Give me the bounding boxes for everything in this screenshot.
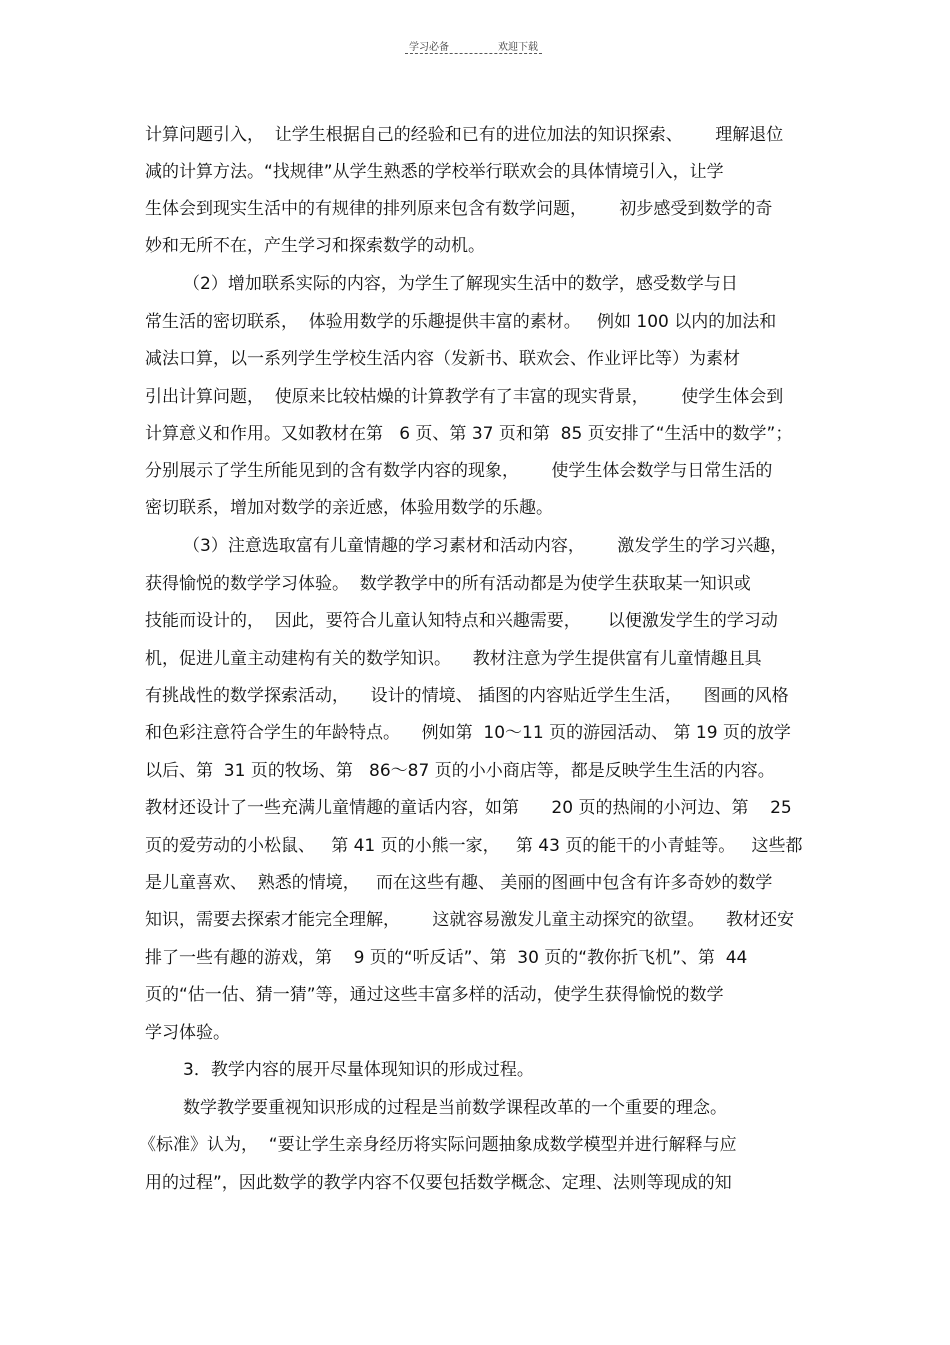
text-line: 以后、第 31 页的牧场、第 86～87 页的小小商店等，都是反映学生生活的内容。: [145, 761, 775, 781]
text-line: 机，促进儿童主动建构有关的数学知识。 教材注意为学生提供富有儿童情趣且具: [145, 649, 762, 669]
text-line: 获得愉悦的数学学习体验。 数学教学中的所有活动都是为使学生获取某一知识或: [145, 574, 751, 594]
text-line: 教材还设计了一些充满儿童情趣的童话内容，如第 20 页的热闹的小河边、第 25: [145, 798, 792, 818]
text-line: 妙和无所不在，产生学习和探索数学的动机。: [145, 236, 485, 256]
text-line: 数学教学要重视知识形成的过程是当前数学课程改革的一个重要的理念。: [183, 1098, 727, 1118]
text-line: 技能而设计的， 因此，要符合儿童认知特点和兴趣需要， 以便激发学生的学习动: [145, 611, 778, 631]
text-line: 生体会到现实生活中的有规律的排列原来包含有数学问题， 初步感受到数学的奇: [145, 199, 773, 219]
text-line: 常生活的密切联系， 体验用数学的乐趣提供丰富的素材。 例如 100 以内的加法和: [145, 312, 777, 332]
header-left-text: 学习必备: [409, 42, 449, 53]
text-line: 减法口算，以一系列学生学校生活内容（发新书、联欢会、作业评比等）为素材: [145, 349, 740, 369]
text-line: 计算问题引入， 让学生根据自己的经验和已有的进位加法的知识探索、 理解退位: [145, 125, 784, 145]
text-line: 密切联系，增加对数学的亲近感，体验用数学的乐趣。: [145, 498, 553, 518]
text-line: 和色彩注意符合学生的年龄特点。 例如第 10～11 页的游园活动、 第 19 页的放学: [145, 723, 791, 743]
text-line: 是儿童喜欢、 熟悉的情境， 而在这些有趣、 美丽的图画中包含有许多奇妙的数学: [145, 873, 773, 893]
text-line: 学习体验。: [145, 1023, 230, 1043]
text-line: 用的过程”，因此数学的教学内容不仅要包括数学概念、定理、法则等现成的知: [145, 1173, 732, 1193]
header-right-text: 欢迎下载: [498, 42, 538, 53]
text-line: 有挑战性的数学探索活动， 设计的情境、 插图的内容贴近学生生活， 图画的风格: [145, 686, 789, 706]
text-line: 知识，需要去探索才能完全理解， 这就容易激发儿童主动探究的欲望。 教材还安: [145, 910, 795, 930]
text-line: 排了一些有趣的游戏，第 9 页的“听反话”、第 30 页的“教你折飞机”、第 44: [145, 948, 748, 968]
text-line: 引出计算问题， 使原来比较枯燥的计算教学有了丰富的现实背景， 使学生体会到: [145, 387, 784, 407]
header-divider: [405, 53, 542, 54]
paragraph-heading: （2）增加联系实际的内容，为学生了解现实生活中的数学，感受数学与日: [183, 274, 738, 294]
page-header: [405, 38, 545, 58]
text-line: 计算意义和作用。又如教材在第 6 页、第 37 页和第 85 页安排了“生活中的数学”；: [145, 424, 793, 444]
text-line: 分别展示了学生所能见到的含有数学内容的现象， 使学生体会数学与日常生活的: [145, 461, 773, 481]
section-heading: 3．教学内容的展开尽量体现知识的形成过程。: [183, 1060, 534, 1080]
text-line: 《标准》认为， “要让学生亲身经历将实际问题抽象成数学模型并进行解释与应: [139, 1135, 737, 1155]
text-line: 页的爱劳动的小松鼠、 第 41 页的小熊一家， 第 43 页的能干的小青蛙等。 这些都: [145, 836, 803, 856]
text-line: 页的“估一估、猜一猜”等，通过这些丰富多样的活动，使学生获得愉悦的数学: [145, 985, 724, 1005]
paragraph-heading: （3）注意选取富有儿童情趣的学习素材和活动内容， 激发学生的学习兴趣，: [183, 536, 788, 556]
text-line: 减的计算方法。“找规律”从学生熟悉的学校举行联欢会的具体情境引入，让学: [145, 162, 724, 182]
